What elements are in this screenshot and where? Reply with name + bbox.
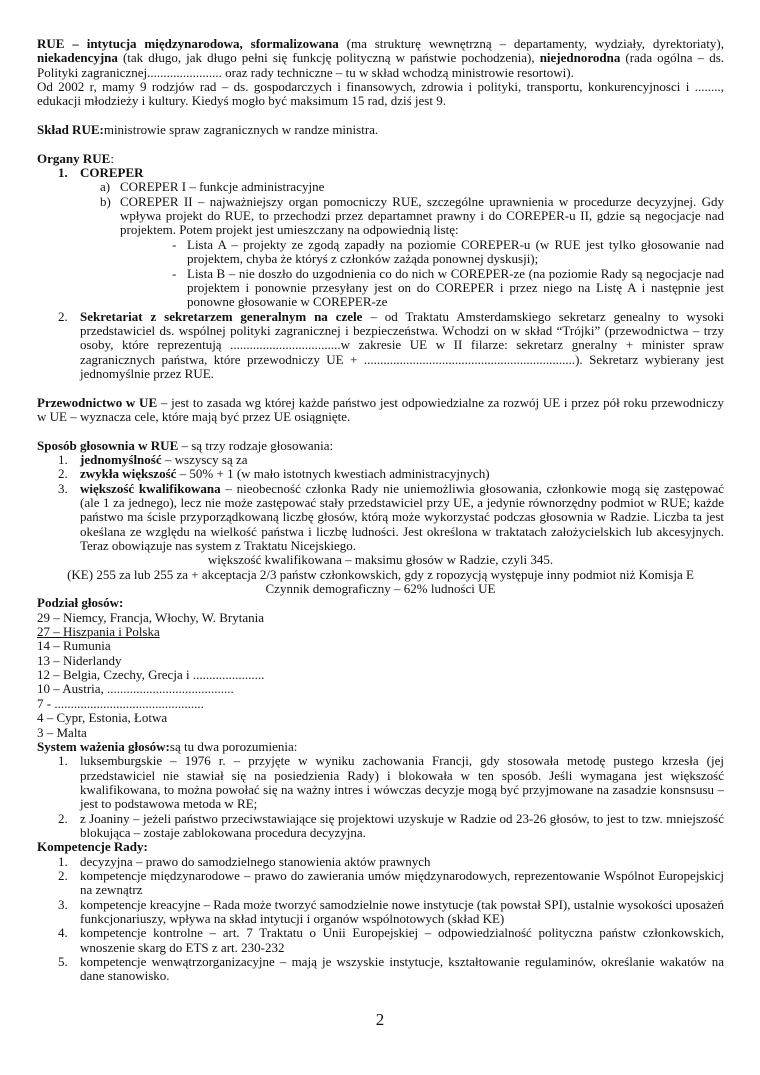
podzial-row: 10 – Austria, ....................................... xyxy=(37,681,234,697)
document-page xyxy=(37,37,724,984)
podzial-label: Podział głosów: xyxy=(37,595,124,611)
list-text: – 50% + 1 (w mało istotnych kwestiach administracyjnych) xyxy=(176,466,490,482)
intro-text: (rada ogólna – ds. Polityki zagranicznej....................... oraz rady techniczne – tu w skład wchodzą ministrowie resortowi). xyxy=(37,50,725,80)
list-item xyxy=(37,812,724,841)
list-item xyxy=(37,898,724,927)
centered-line: większość kwalifikowana – maksimu głosów w Radzie, czyli 345. xyxy=(207,552,554,568)
list-bold: jednomyślność xyxy=(80,451,162,467)
podzial-row: 14 – Rumunia xyxy=(37,638,111,654)
list-text: – nieobecność członka Rady nie uniemożliwia głosowania, członkowie mogą się zastępować (ale 1 za jednego), lecz nie może zastępować stały przedstawiciel przy UE, a jedynie równorzędny podmiot w RUE; każde państwo ma ścisle przyporządkowaną liczbę głosów, którą może wykorzystać podczas głosownia w Radzie. Liczba ta jest okeślana ze względu na wielkość państwa i liczbę ludności. Jest określona w traktatach założycielskich lub akcesyjnych. Teraz obowiązuje nas system z Traktatu Nicejskiego. xyxy=(80,480,724,554)
centered-line: (KE) 255 za lub 255 za + akceptacja 2/3 państw członkowskich, gdy z ropozycją występuje inny podmiot niż Komisja E xyxy=(67,566,694,582)
list-number: 4. xyxy=(58,925,68,941)
intro-paragraph xyxy=(37,37,724,80)
podzial-row: 12 – Belgia, Czechy, Grecja i ...................... xyxy=(37,667,265,683)
dash-bullet: - xyxy=(172,265,177,281)
list-number: 2. xyxy=(58,308,68,324)
list-item-coreper xyxy=(37,166,724,180)
list-item-coreper-b xyxy=(37,195,724,238)
przewodnictwo-heading: Przewodnictwo w UE xyxy=(37,394,158,410)
sklad-paragraph xyxy=(37,123,724,137)
dash-bullet: - xyxy=(172,236,177,252)
przewodnictwo-text: – jest to zasada wg której każde państwo jest odpowiedzialne za rozwój UE i przez pół roku przewodniczy w UE – wyznacza cele, które mają być przez UE osiągnięte. xyxy=(37,394,724,424)
list-item xyxy=(37,453,724,467)
wazenie-text: są tu dwa porozumienia: xyxy=(169,738,298,754)
centered-line: Czynnik demograficzny – 62% ludności UE xyxy=(265,581,496,597)
list-item xyxy=(37,855,724,869)
list-item xyxy=(37,955,724,984)
sekretariat-title: Sekretariat z sekretarzem generalnym na czele xyxy=(80,308,363,324)
podzial-row: 3 – Malta xyxy=(37,724,87,740)
organy-colon: : xyxy=(110,150,114,166)
podzial-row: 4 – Cypr, Estonia, Łotwa xyxy=(37,710,168,726)
kompetencje-heading xyxy=(37,840,724,854)
list-text: COREPER I – funkcje administracyjne xyxy=(120,179,325,195)
list-text: Lista A – projekty ze zgodą zapadły na poziomie COREPER-u (w RUE jest tylko głosowanie nad projektem, chyba że któryś z członków zażąda ponownej dyskusji); xyxy=(187,236,724,267)
list-number: 3. xyxy=(58,896,68,912)
rady-paragraph: Od 2002 r, mamy 9 rodzjów rad – ds. gospodarczych i finansowych, zdrowia i polityki, transportu, konkurencyjnosci i ........, edukacji młodzieży i kultury. Kiedyś mogło być maksimum 15 rad, dziś jest 9. xyxy=(37,79,724,109)
glosowanie-heading xyxy=(37,439,724,453)
podzial-heading xyxy=(37,596,724,610)
list-item xyxy=(37,926,724,955)
podzial-row: 7 - .............................................. xyxy=(37,695,204,711)
organy-heading xyxy=(37,152,724,166)
intro-text: (tak długo, jak długo pełni się funkcję polityczną w państwie pochodzenia), xyxy=(117,50,540,66)
intro-bold: niejednorodna xyxy=(539,50,621,66)
list-number: 2. xyxy=(58,867,68,883)
list-number: 1. xyxy=(58,853,68,869)
list-text: COREPER II – najważniejszy organ pomocniczy RUE, szczególne uprawnienia w procedurze decyzyjnej. Gdy wpływa projekt do RUE, to przechodzi przez departamnet prawny i do COREPER-u II, gdzie są negocjacje nad projektem. Potem projekt jest umieszczany na odpowiednią listę: xyxy=(120,193,724,238)
list-number: 1. xyxy=(58,451,68,467)
podzial-row: 27 – Hiszpania i Polska xyxy=(37,624,160,640)
list-item-lista-b xyxy=(37,267,724,310)
list-letter: b) xyxy=(100,193,111,209)
glosowanie-text: – są trzy rodzaje głosowania: xyxy=(178,437,334,453)
list-text: kompetencje kreacyjne – Rada może tworzyć samodzielnie nowe instytucje (tak powstał SPI), ustalnie wysokości uposażeń funkcjonariuszy, wpływa na skład intytucji i organów wspólnotowych (skład KE) xyxy=(80,896,724,926)
glosowanie-label: Sposób głosownia w RUE xyxy=(37,437,179,453)
list-text: – od Traktatu Amsterdamskiego sekretarz genealny to wysoki przedstawiciel ds. wspólnej polityki zagranicznej i bezpieczeństwa. Wchodzi on w skład “Trójki” (przewodnictwa – trzy osoby, które reprezentują ..................................w zakresie UE w II filarze: sekretarz gneralny + minister spraw zagranicznych państwa, które przewodniczy UE + .................................................................). Sekretarz wybierany jest jednomyślnie przez RUE. xyxy=(80,308,724,381)
list-bold: zwykła większość xyxy=(80,466,177,482)
list-item-lista-a xyxy=(37,238,724,267)
list-item xyxy=(37,467,724,481)
sklad-text: ministrowie spraw zagranicznych w randze ministra. xyxy=(103,122,379,138)
sklad-heading: Skład RUE: xyxy=(37,122,104,138)
intro-bold: niekadencyjna xyxy=(37,50,118,66)
list-item xyxy=(37,754,724,811)
wazenie-label: System ważenia głosów: xyxy=(37,738,170,754)
kompetencje-label: Kompetencje Rady: xyxy=(37,839,148,855)
organy-label: Organy RUE xyxy=(37,150,111,166)
list-item-sekretariat xyxy=(37,310,724,382)
intro-bold: RUE – intytucja międzynarodowa, sformalizowana xyxy=(37,36,339,51)
list-number: 3. xyxy=(58,480,68,496)
list-text: kompetencje wenwątrzorganizacyjne – mają je wszyskie instytucje, kształtowanie regulaminów, określanie wakatów na dane stanowisko. xyxy=(80,954,724,984)
podzial-row: 29 – Niemcy, Francja, Włochy, W. Brytania xyxy=(37,609,264,625)
list-text: decyzyjna – prawo do samodzielnego stanowienia aktów prawnych xyxy=(80,853,431,869)
intro-text: (ma strukturę wewnętrzną – departamenty, wydziały, dyrektoriaty), xyxy=(338,36,724,51)
przewodnictwo-paragraph xyxy=(37,396,724,425)
list-number: 2. xyxy=(58,810,68,826)
list-number: 1. xyxy=(58,753,68,769)
list-text: Lista B – nie doszło do uzgodnienia co do nich w COREPER-ze (na poziomie Rady są negocjacje nad projektem i ponownie przesyłany jest on do COREPER i przez niego na Listę A i następnie jest ponowne głosowanie w COREPER-ze xyxy=(187,265,724,310)
list-item xyxy=(37,869,724,898)
wazenie-heading xyxy=(37,740,724,754)
list-item xyxy=(37,482,724,554)
list-bold: większość kwalifikowana xyxy=(80,480,221,496)
list-text: kompetencje kontrolne – art. 7 Traktatu o Unii Europejskiej – odpowiedzialność polityczna państw członkowskich, wnoszenie skarg do ETS z art. 230-232 xyxy=(80,925,724,955)
podzial-row: 13 – Niderlandy xyxy=(37,652,122,668)
list-number: 1. xyxy=(58,165,68,181)
list-item-coreper-a xyxy=(37,180,724,194)
list-text: z Joaniny – jeżeli państwo przeciwstawiające się projektowi uzyskuje w Radzie od 23-26 głosów, to jest to tzw. mniejszość blokująca – zostaje zablokowana procedura decyzyjna. xyxy=(80,810,724,840)
list-number: 2. xyxy=(58,466,68,482)
list-number: 5. xyxy=(58,954,68,969)
coreper-title: COREPER xyxy=(80,165,144,181)
list-text: – wszyscy są za xyxy=(161,451,248,467)
list-text: luksemburgskie – 1976 r. – przyjęte w wyniku zachowania Francji, gdy stosowała metodę pustego krzesła (jej przedstawiciel nie stawiał się na posiedzienia Rady) i blokowała w ten sposób. Jeśli wymagana jest większość kwalifikowana, to można powołać się na ważny intres i wówczas decyzje mogą być przyjmowane na zasadzie konsnsusu – jest to podstawowa metoda w RE; xyxy=(80,753,724,812)
list-letter: a) xyxy=(100,179,111,195)
page-number: 2 xyxy=(375,1010,385,1029)
list-text: kompetencje międzynarodowe – prawo do zawierania umów międzynarodowych, reprezentowanie Wspólnot Europejskicj na zewnątrz xyxy=(80,867,724,898)
